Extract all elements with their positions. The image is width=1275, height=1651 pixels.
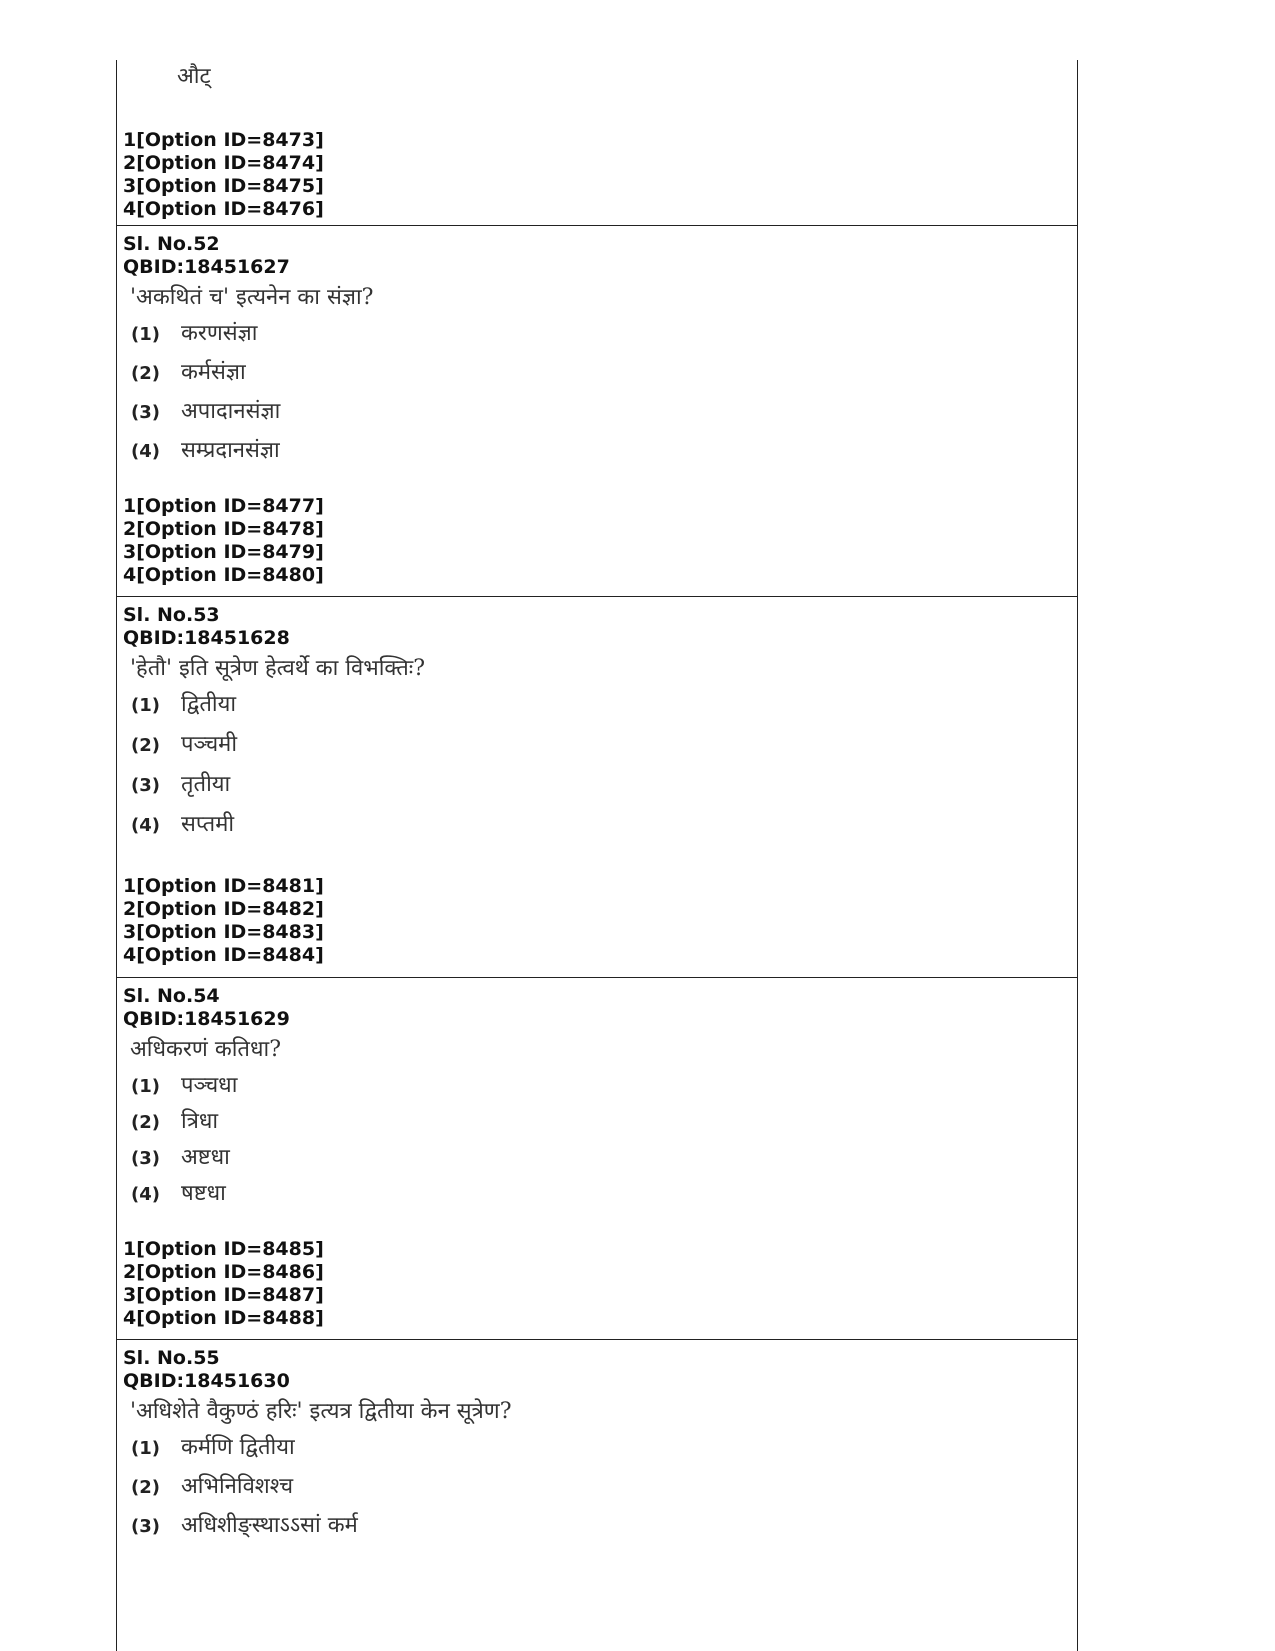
option-text: पञ्चधा (181, 1073, 238, 1098)
prev-option-ids (117, 129, 324, 221)
option-number: (1) (131, 1438, 160, 1459)
option-number: (3) (131, 1516, 160, 1537)
question-paper-frame (116, 60, 1078, 1651)
question-block-54 (117, 977, 1077, 1339)
option-number: (4) (131, 815, 160, 836)
option-row (117, 768, 1077, 808)
qbid: QBID:18451628 (123, 627, 290, 649)
option-ids (117, 495, 324, 587)
option-id-line: 2[Option ID=8478] (123, 518, 324, 540)
option-text: अष्टधा (181, 1145, 230, 1170)
option-number: (2) (131, 363, 160, 384)
option-number: (4) (131, 1184, 160, 1205)
option-id-line: 2[Option ID=8486] (123, 1261, 324, 1283)
option-id-line: 1[Option ID=8485] (123, 1238, 324, 1260)
option-id-line: 1[Option ID=8473] (123, 129, 324, 151)
qbid: QBID:18451629 (123, 1008, 290, 1030)
option-id-line: 4[Option ID=8488] (123, 1307, 324, 1329)
option-row (117, 808, 1077, 848)
option-id-line: 4[Option ID=8484] (123, 944, 324, 966)
option-ids (117, 1238, 324, 1330)
option-row (117, 395, 1077, 434)
option-number: (1) (131, 1076, 160, 1097)
option-text: सम्प्रदानसंज्ञा (181, 438, 280, 463)
option-number: (3) (131, 775, 160, 796)
option-number: (3) (131, 402, 160, 423)
prev-question-tail (117, 60, 1077, 225)
option-id-line: 4[Option ID=8476] (123, 198, 324, 220)
option-number: (3) (131, 1148, 160, 1169)
option-id-line: 3[Option ID=8479] (123, 541, 324, 563)
question-block-52 (117, 225, 1077, 596)
qbid: QBID:18451630 (123, 1370, 290, 1392)
prev-option-4-text: औट् (177, 64, 211, 89)
serial-number: Sl. No.52 (123, 233, 220, 255)
option-text: तृतीया (181, 772, 231, 797)
serial-number: Sl. No.54 (123, 985, 220, 1007)
option-id-line: 3[Option ID=8487] (123, 1284, 324, 1306)
option-text: अभिनिविशश्च (181, 1474, 294, 1499)
option-text: पञ्चमी (181, 732, 238, 757)
question-text: अधिकरणं कतिधा? (130, 1037, 281, 1062)
option-number: (2) (131, 735, 160, 756)
option-text: कर्मसंज्ञा (181, 360, 246, 385)
option-id-line: 3[Option ID=8483] (123, 921, 324, 943)
option-row (117, 1177, 1077, 1213)
option-row (117, 1431, 1077, 1470)
option-id-line: 2[Option ID=8482] (123, 898, 324, 920)
option-row (117, 1069, 1077, 1105)
option-number: (1) (131, 695, 160, 716)
option-id-line: 1[Option ID=8477] (123, 495, 324, 517)
option-number: (2) (131, 1112, 160, 1133)
option-text: त्रिधा (181, 1109, 219, 1134)
option-number: (4) (131, 441, 160, 462)
option-text: कर्मणि द्वितीया (181, 1435, 295, 1460)
option-id-line: 1[Option ID=8481] (123, 875, 324, 897)
option-row (117, 356, 1077, 395)
option-row (117, 688, 1077, 728)
option-text: अपादानसंज्ञा (181, 399, 281, 424)
option-ids (117, 875, 324, 967)
question-text: 'हेतौ' इति सूत्रेण हेत्वर्थे का विभक्तिः? (130, 656, 426, 681)
option-row (117, 728, 1077, 768)
option-row (117, 317, 1077, 356)
option-row (117, 434, 1077, 473)
question-block-55 (117, 1339, 1077, 1651)
option-row (117, 1509, 1077, 1548)
option-row (117, 1470, 1077, 1509)
option-number: (1) (131, 324, 160, 345)
option-text: षष्टधा (181, 1181, 226, 1206)
option-id-line: 2[Option ID=8474] (123, 152, 324, 174)
qbid: QBID:18451627 (123, 256, 290, 278)
option-number: (2) (131, 1477, 160, 1498)
option-id-line: 3[Option ID=8475] (123, 175, 324, 197)
question-block-53 (117, 596, 1077, 977)
option-text: करणसंज्ञा (181, 321, 258, 346)
option-row (117, 1141, 1077, 1177)
serial-number: Sl. No.53 (123, 604, 220, 626)
option-text: द्वितीया (181, 692, 237, 717)
serial-number: Sl. No.55 (123, 1347, 220, 1369)
option-id-line: 4[Option ID=8480] (123, 564, 324, 586)
option-text: सप्तमी (181, 812, 235, 837)
question-text: 'अधिशेते वैकुण्ठं हरिः' इत्यत्र द्वितीया केन सूत्रेण? (130, 1399, 512, 1424)
question-text: 'अकथितं च' इत्यनेन का संज्ञा? (130, 285, 374, 310)
option-row (117, 1105, 1077, 1141)
option-text: अधिशीङ्स्थाऽऽसां कर्म (181, 1513, 358, 1538)
